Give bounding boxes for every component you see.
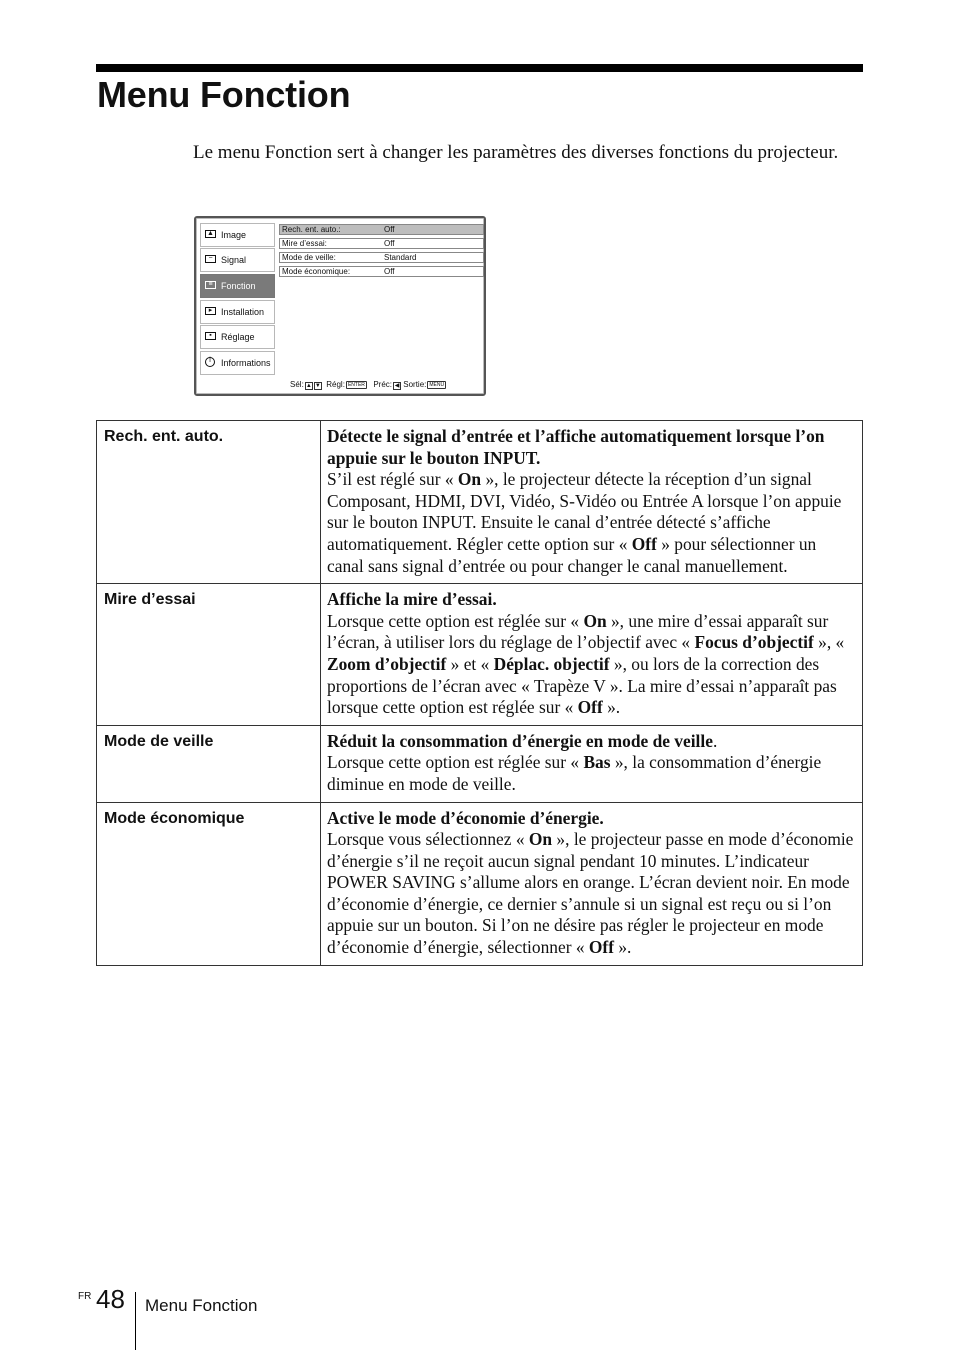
description-text: Lorsque vous sélectionnez « [327, 829, 529, 850]
description-text: ». [602, 697, 621, 718]
osd-item-signal [200, 248, 275, 272]
description-lead-suffix: . [712, 730, 718, 751]
language-code: FR [78, 1291, 92, 1302]
osd-item-label: Signal [221, 255, 247, 265]
osd-item-installation [200, 300, 275, 324]
setting-term: Mode économique [97, 802, 321, 965]
down-arrow-icon: ▼ [314, 383, 321, 389]
osd-item-informations [200, 351, 275, 375]
osd-item-image [200, 223, 275, 247]
osd-setting-row [279, 224, 484, 235]
description-emphasis: On [528, 829, 553, 850]
osd-setting-value: Off [384, 225, 395, 234]
setting-description [321, 584, 863, 726]
description-emphasis: Bas [583, 752, 611, 773]
info-icon: i [205, 357, 215, 367]
osd-item-fonction [200, 274, 275, 298]
description-emphasis: On [583, 610, 607, 631]
description-lead: Réduit la consommation d’énergie en mode de veille [327, 730, 713, 751]
osd-setting-value: Off [384, 239, 395, 248]
title-rule [96, 64, 863, 72]
osd-footer-help [290, 380, 448, 390]
intro-paragraph: Le menu Fonction sert à changer les paramètres des diverses fonctions du projecteur. [193, 142, 839, 163]
description-text: », « [813, 632, 845, 653]
description-text: », ou lors de la correction des proportions de l’écran avec « Trapèze V ». La mire d’essai n’apparaît pas lorsque cette option est réglée sur « [327, 653, 837, 718]
description-lead: Active le mode d’économie d’énergie. [327, 807, 604, 828]
footer-divider [135, 1292, 136, 1350]
settings-table [96, 420, 863, 966]
description-emphasis: Off [577, 697, 603, 718]
description-emphasis: Zoom d’objectif [327, 653, 447, 674]
up-arrow-icon: ▲ [305, 383, 312, 389]
description-text: Lorsque cette option est réglée sur « [327, 752, 584, 773]
description-lead: Affiche la mire d’essai. [327, 589, 497, 610]
setting-term: Mode de veille [97, 725, 321, 802]
setting-description [321, 421, 863, 584]
osd-setting-row [279, 266, 484, 277]
osd-menu-screenshot [194, 216, 486, 396]
setting-term: Rech. ent. auto. [97, 421, 321, 584]
description-emphasis: Off [631, 533, 657, 554]
osd-setting-name: Mode de veille: [282, 253, 336, 262]
page-title: Menu Fonction [97, 74, 351, 115]
osd-setting-value: Off [384, 267, 395, 276]
osd-item-label: Fonction [221, 281, 256, 291]
description-emphasis: Focus d’objectif [694, 632, 814, 653]
function-icon: ≡ [205, 281, 216, 289]
osd-setting-value: Standard [384, 253, 417, 262]
table-row [97, 802, 863, 965]
sel-label: Sél: [290, 380, 304, 389]
description-text: », une mire d’essai apparaît sur l’écran, à utiliser lors du réglage de l’objectif avec « [327, 610, 829, 653]
setting-description [321, 802, 863, 965]
table-row [97, 421, 863, 584]
description-text: Lorsque cette option est réglée sur « [327, 610, 584, 631]
table-row [97, 725, 863, 802]
menu-key-icon: MENU [429, 382, 445, 388]
osd-setting-row [279, 238, 484, 249]
description-text: » pour sélectionner un canal sans signal d’entrée ou pour changer le canal manuellement. [327, 533, 817, 576]
description-text: », le projecteur détecte la réception d’un signal Composant, HDMI, DVI, Vidéo, S-Vidéo ou Entrée A lorsque l’on appuie sur le bouton INPUT. Ensuite le canal d’entrée détecté s’affiche automatiquement. Régler cette option sur « [327, 469, 842, 554]
description-text: », le projecteur passe en mode d’économie d’énergie s’il ne reçoit aucun signal pendant 10 minutes. L’indicateur POWER SAVING s’allume alors en orange. L’écran devient noir. En mode d’économie d’énergie, ce dernier s’annule si un signal est reçu ou si l’on appuie sur un bouton. Si l’on ne désire pas régler le projecteur en mode d’économie d’énergie, sélectionner « [327, 829, 854, 958]
osd-setting-name: Mode économique: [282, 267, 351, 276]
enter-key-icon: ENTER [347, 382, 365, 388]
adjust-icon: ▪ [205, 332, 216, 340]
description-lead: Détecte le signal d’entrée et l’affiche automatiquement lorsque l’on appuie sur le bouton INPUT. [327, 426, 825, 468]
osd-item-label: Réglage [221, 332, 255, 342]
prec-label: Préc: [373, 380, 393, 389]
osd-item-label: Informations [221, 358, 271, 368]
osd-setting-name: Mire d’essai: [282, 239, 327, 248]
osd-item-label: Image [221, 230, 247, 240]
table-row [97, 584, 863, 726]
left-arrow-icon: ◀ [394, 383, 400, 389]
sortie-label: Sortie: [403, 380, 427, 389]
description-emphasis: On [457, 469, 482, 490]
osd-setting-name: Rech. ent. auto.: [282, 225, 341, 234]
page-number: 48 [96, 1284, 125, 1314]
description-text: » et « [446, 653, 494, 674]
osd-item-reglage [200, 325, 275, 349]
regl-label: Régl: [326, 380, 345, 389]
description-text: », la consommation d’énergie diminue en mode de veille. [327, 752, 822, 794]
image-icon: ▲ [205, 230, 216, 238]
setting-description [321, 725, 863, 802]
installation-icon: ▸ [205, 307, 216, 315]
setting-term: Mire d’essai [97, 584, 321, 726]
description-text: S’il est réglé sur « [327, 469, 458, 490]
signal-icon: − [205, 255, 216, 263]
osd-item-label: Installation [221, 307, 265, 317]
description-text: ». [614, 937, 632, 958]
osd-setting-row [279, 252, 484, 263]
footer-section-title: Menu Fonction [145, 1296, 258, 1315]
description-emphasis: Off [588, 937, 615, 958]
description-emphasis: Déplac. objectif [493, 653, 610, 674]
